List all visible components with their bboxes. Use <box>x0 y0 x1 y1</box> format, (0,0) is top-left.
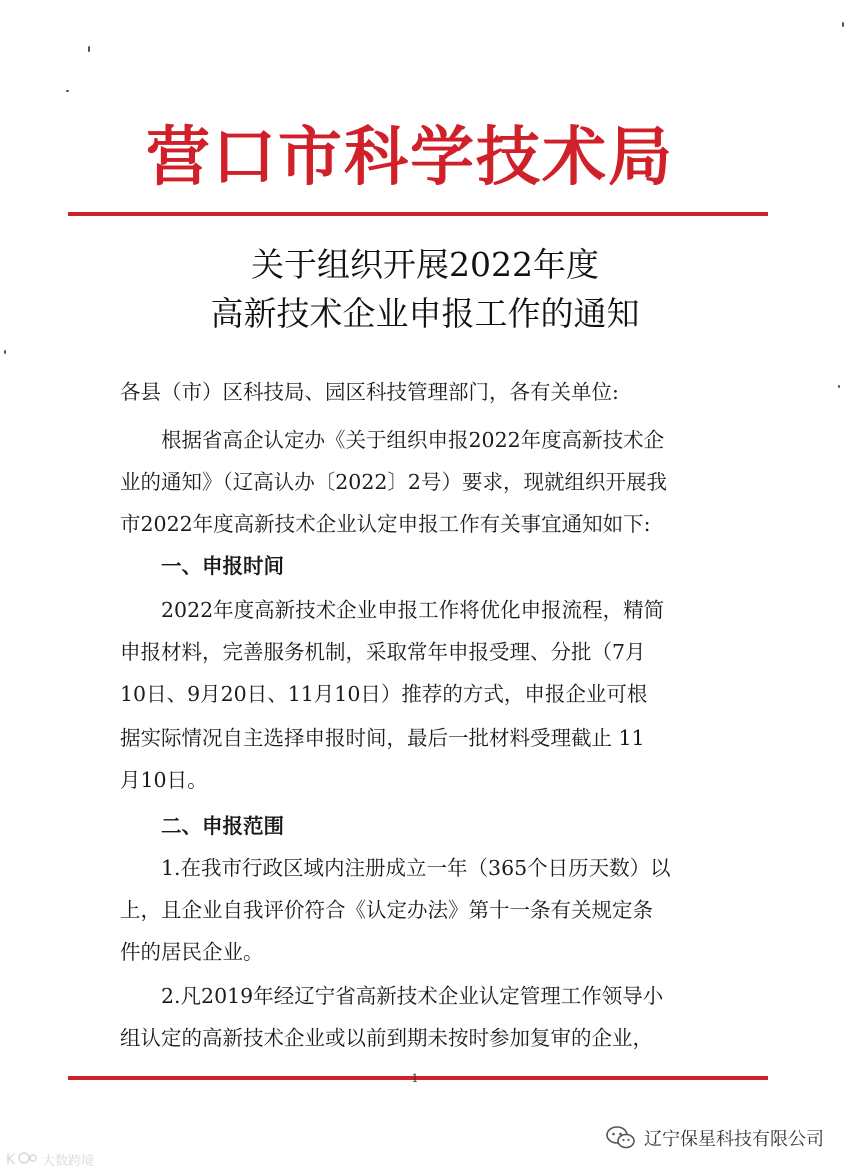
body-line: 业的通知》（辽高认办〔2022〕2号）要求，现就组织开展我 <box>120 470 667 494</box>
section-heading: 二、申报范围 <box>120 814 284 838</box>
document-title-line-1: 关于组织开展2022年度 <box>251 245 599 284</box>
body-line: 市2022年度高新技术企业认定申报工作有关事宜通知如下: <box>120 512 651 536</box>
body-line: 1.在我市行政区域内注册成立一年（365个日历天数）以 <box>120 856 671 880</box>
watermark-left <box>6 1148 94 1170</box>
watermark-right-text: 辽宁保星科技有限公司 <box>644 1129 824 1150</box>
header-red-rule <box>68 212 768 216</box>
addressee-line: 各县（市）区科技局、园区科技管理部门，各有关单位: <box>120 380 619 404</box>
body-line: 月10日。 <box>120 768 208 792</box>
body-line: 2022年度高新技术企业申报工作将优化申报流程，精简 <box>120 598 665 622</box>
svg-text:K: K <box>6 1152 16 1168</box>
section-heading: 一、申报时间 <box>120 554 284 578</box>
body-line: 件的居民企业。 <box>120 940 264 964</box>
body-line: 组认定的高新技术企业或以前到期未按时参加复审的企业， <box>120 1026 653 1050</box>
body-line: 根据省高企认定办《关于组织申报2022年度高新技术企 <box>120 428 665 452</box>
scan-speck <box>66 90 69 92</box>
scan-speck <box>842 22 844 27</box>
body-line: 2.凡2019年经辽宁省高新技术企业认定管理工作领导小 <box>120 984 664 1008</box>
scan-speck <box>88 46 90 52</box>
watermark-right <box>606 1124 824 1152</box>
page-number: 1 <box>411 1072 419 1085</box>
wechat-icon <box>606 1125 636 1151</box>
scan-speck <box>838 385 840 388</box>
scan-speck <box>4 350 6 354</box>
k-logo-icon <box>6 1150 38 1168</box>
body-line: 申报材料，完善服务机制，采取常年申报受理、分批（7月 <box>120 640 646 664</box>
body-line: 据实际情况自主选择申报时间，最后一批材料受理截止 11 <box>120 726 645 750</box>
watermark-left-text: 大数跨境 <box>42 1153 95 1169</box>
agency-header: 营口市科学技术局 <box>146 120 674 195</box>
body-line: 上，且企业自我评价符合《认定办法》第十一条有关规定条 <box>120 898 653 922</box>
document-title-line-2: 高新技术企业申报工作的通知 <box>210 294 640 333</box>
body-line: 10日、9月20日、11月10日）推荐的方式，申报企业可根 <box>120 682 648 706</box>
